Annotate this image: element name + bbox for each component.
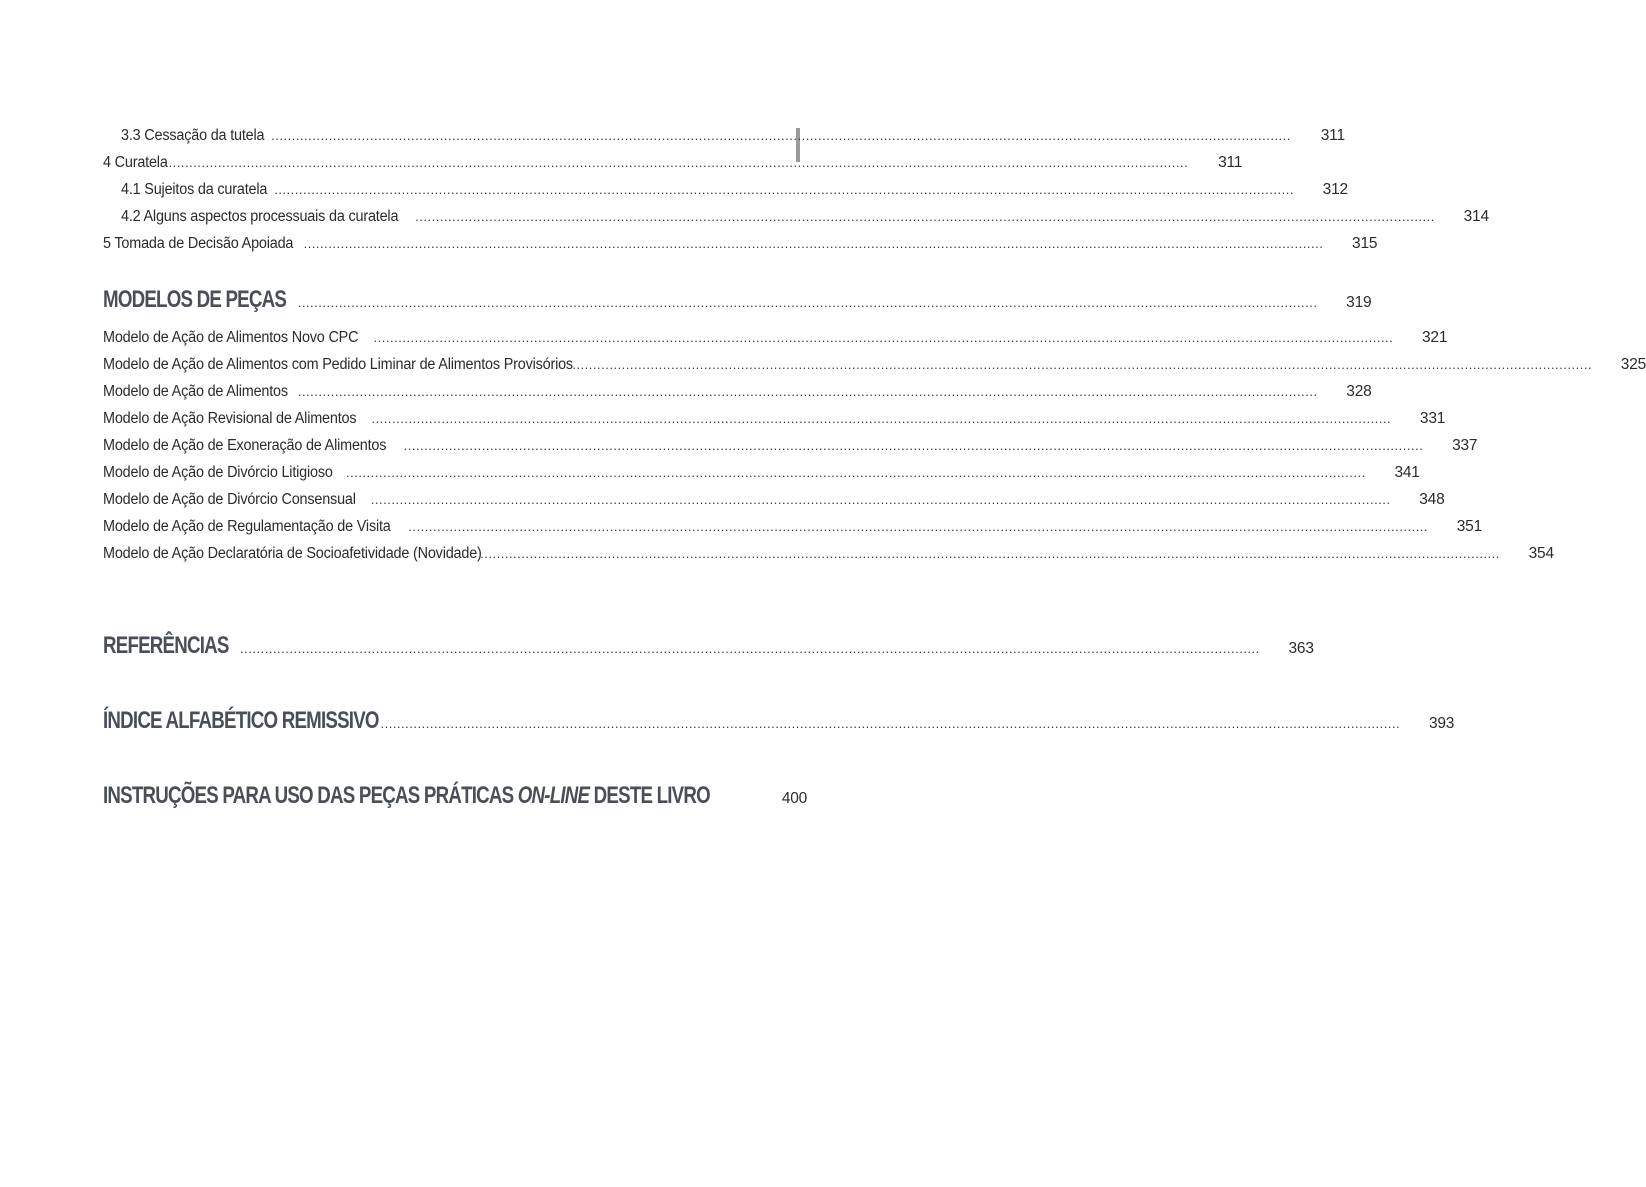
toc-entry[interactable] <box>103 544 1554 564</box>
toc-entry-label: 4.2 Alguns aspectos processuais da curatela <box>121 208 399 225</box>
toc-entry[interactable] <box>121 207 1489 227</box>
toc-entry-page: 354 <box>1528 545 1554 562</box>
toc-entry-label: 4 Curatela <box>103 154 168 171</box>
dot-leader <box>415 207 1435 227</box>
toc-entry-page: 311 <box>1218 154 1243 171</box>
section-page: 363 <box>1288 640 1314 657</box>
toc-entry-label: Modelo de Ação Revisional de Alimentos <box>103 410 357 427</box>
toc-entry[interactable] <box>103 409 1446 429</box>
toc-entry-label: Modelo de Ação de Exoneração de Alimentos <box>103 437 387 454</box>
section-page: 400 <box>781 790 808 807</box>
toc-entry-page: 321 <box>1422 329 1448 346</box>
dot-leader <box>271 126 1291 146</box>
section-heading: ÍNDICE ALFABÉTICO REMISSIVO <box>103 707 379 734</box>
section-page: 319 <box>1346 294 1372 311</box>
toc-entry-label: 3.3 Cessação da tutela <box>121 127 265 144</box>
toc-entry-page: 312 <box>1322 181 1348 198</box>
toc-entry[interactable] <box>103 234 1378 254</box>
dot-leader <box>346 463 1366 483</box>
dot-leader <box>240 639 1260 659</box>
dot-leader <box>371 409 1391 429</box>
dot-leader <box>380 714 1400 734</box>
dot-leader <box>572 355 1592 375</box>
dot-leader <box>169 153 1189 173</box>
toc-entry-label: Modelo de Ação de Alimentos com Pedido Liminar de Alimentos Provisórios <box>103 356 573 373</box>
toc-entry[interactable] <box>103 463 1420 483</box>
dot-leader <box>408 517 1428 537</box>
section-heading: MODELOS DE PEÇAS <box>103 286 287 313</box>
section-heading: REFERÊNCIAS <box>103 632 229 659</box>
toc-entry-page: 351 <box>1456 518 1483 535</box>
heading-text-italic: ON-LINE <box>517 782 590 809</box>
toc-entry-label: Modelo de Ação de Alimentos <box>103 383 288 400</box>
toc-entry[interactable] <box>121 180 1348 200</box>
heading-text-start: INSTRUÇÕES PARA USO DAS PEÇAS PRÁTICAS <box>103 782 518 809</box>
toc-entry-label: Modelo de Ação de Regulamentação de Visita <box>103 518 391 535</box>
toc-entry-page: 311 <box>1320 127 1345 144</box>
toc-entry[interactable] <box>103 490 1445 510</box>
toc-entry-label: 5 Tomada de Decisão Apoiada <box>103 235 294 252</box>
toc-entry[interactable] <box>103 328 1448 348</box>
dot-leader <box>304 234 1324 254</box>
toc-section-referencias[interactable] <box>103 632 1314 659</box>
toc-entry-label: Modelo de Ação de Divórcio Litigioso <box>103 464 333 481</box>
dot-leader <box>371 490 1391 510</box>
toc-entry-page: 325 <box>1620 356 1646 373</box>
toc-entry-label: Modelo de Ação Declaratória de Socioafetividade (Novidade) <box>103 545 482 562</box>
dot-leader <box>374 328 1394 348</box>
toc-section-instrucoes[interactable] <box>103 782 808 809</box>
toc-entry[interactable] <box>103 517 1483 537</box>
toc-entry-label: Modelo de Ação de Divórcio Consensual <box>103 491 356 508</box>
toc-entry-label: 4.1 Sujeitos da curatela <box>121 181 268 198</box>
toc-entry[interactable] <box>103 153 1243 173</box>
toc-entry[interactable] <box>103 382 1372 402</box>
toc-entry[interactable] <box>103 355 1646 375</box>
toc-entry-page: 348 <box>1419 491 1445 508</box>
dot-leader <box>298 382 1318 402</box>
dot-leader <box>480 544 1500 564</box>
toc-entry-page: 341 <box>1394 464 1420 481</box>
dot-leader <box>404 436 1424 456</box>
heading-text-end: DESTE LIVRO <box>589 782 710 809</box>
dot-leader <box>298 293 1318 313</box>
toc-entry-page: 331 <box>1419 410 1446 427</box>
toc-entry[interactable] <box>121 126 1345 146</box>
toc-entry[interactable] <box>103 436 1478 456</box>
toc-section-modelos[interactable] <box>103 286 1372 313</box>
toc-entry-page: 328 <box>1346 383 1372 400</box>
section-heading <box>103 782 710 809</box>
toc-entry-label: Modelo de Ação de Alimentos Novo CPC <box>103 329 359 346</box>
toc-entry-page: 315 <box>1352 235 1378 252</box>
section-page: 393 <box>1428 715 1455 732</box>
toc-entry-page: 337 <box>1452 437 1478 454</box>
toc-entry-page: 314 <box>1463 208 1489 225</box>
toc-section-indice[interactable] <box>103 707 1455 734</box>
dot-leader <box>274 180 1294 200</box>
